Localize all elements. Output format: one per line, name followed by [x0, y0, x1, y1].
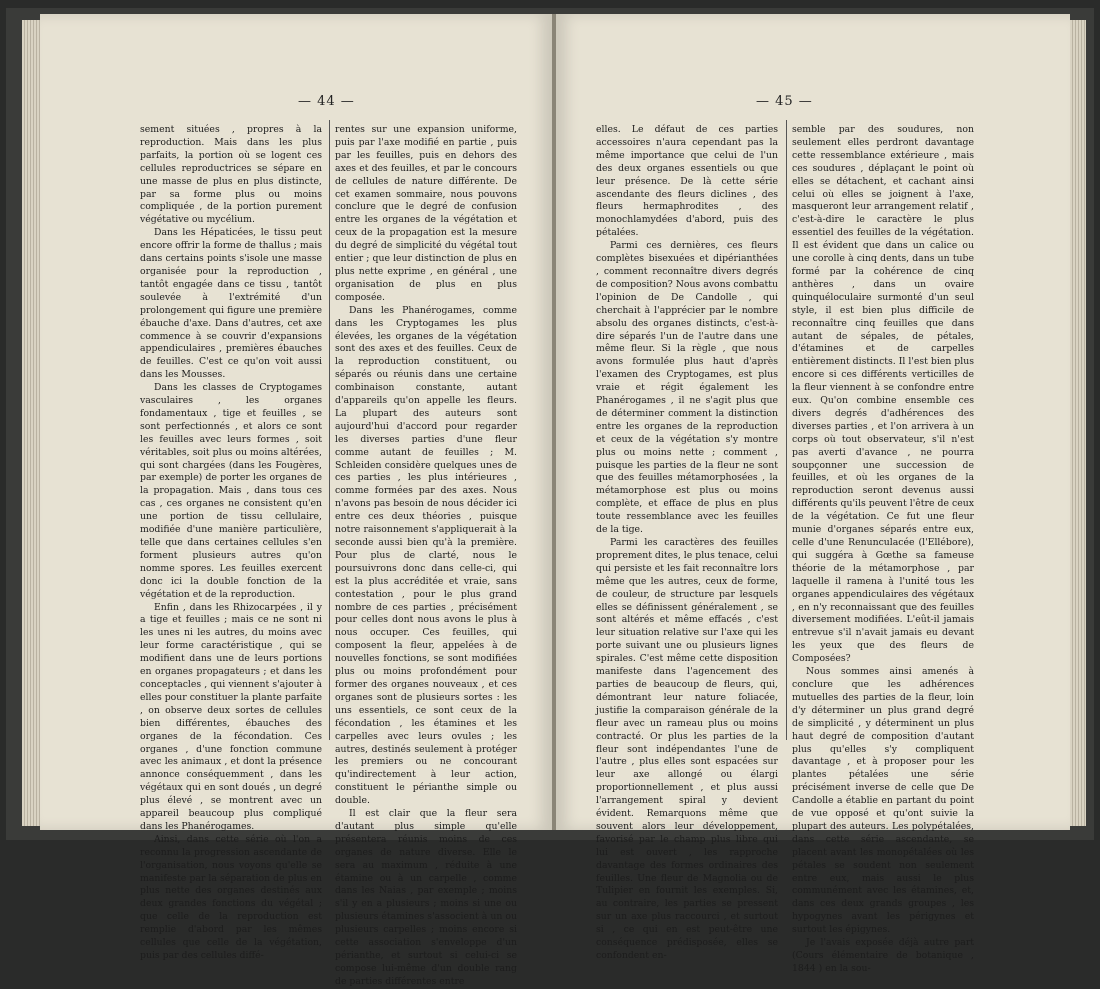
column-divider	[786, 120, 787, 740]
paragraph: Il est clair que la fleur sera d'autant plus simple qu'elle présentera réunis moins de ces organes de nature diverse. Elle le sera au maximum , réduite à une étamine ou à un carpelle , comme dans les Naias , par exemple ; moins s'il y en a plusieurs ; moins si une ou plusieurs étamines s'associent à un ou plusieurs carpelles ; moins encore si cette association s'enveloppe d'un périanthe, et surtout si celui-ci se compose lui-même d'un double rang de parties différentes entre	[335, 808, 517, 987]
paragraph: Parmi ces dernières, ces fleurs complètes bisexuées et dipérianthées , comment reconnaître divers degrés de composition? Nous avons combattu l'opinion de De Candolle , qui cherchait à l'apprécier par le nombre absolu des organes distincts, c'est-à-dire séparés l'un de l'autre dans une même fleur. Si la règle , que nous avons formulée plus haut d'après l'examen des Cryptogames, est plus vraie et régit également les Phanérogames , il ne s'agit plus que de déterminer comment la distinction entre les organes de la reproduction et ceux de la végétation s'y montre plus ou moins nette ; comment , puisque les parties de la fleur ne sont que des feuilles métamorphosées , la métamorphose est plus ou moins complète, et efface de plus en plus toute ressemblance avec les feuilles de la tige.	[596, 240, 778, 536]
left-page-column-2	[335, 124, 517, 989]
paragraph: Je l'avais exposée déjà autre part (Cours élémentaire de botanique , 1844 ) en la sou-	[792, 937, 974, 974]
right-page	[556, 14, 1070, 974]
paragraph: semble par des soudures, non seulement elles perdront davantage cette ressemblance extérieure , mais ces soudures , déplaçant le point où elles se détachent, et cachant ainsi celui où elles se joignent à l'axe, masqueront leur arrangement relatif , c'est-à-dire le caractère le plus essentiel des feuilles de la végétation. Il est évident que dans un calice ou une corolle à cinq dents, dans un tube formé par la cohérence de cinq anthères , dans un ovaire quinquéloculaire surmonté d'un seul style, il est bien plus difficile de reconnaître cinq feuilles que dans autant de sépales, de pétales, d'étamines et de carpelles entièrement distincts. Il l'est bien plus encore si ces différents verticilles de la fleur viennent à se confondre entre eux. Qu'on combine ensemble ces divers degrés d'adhérences des diverses parties , et l'on arrivera à un corps où tout observateur, s'il n'est pas averti d'avance , ne pourra soupçonner une succession de feuilles, et où les organes de la reproduction seront devenus aussi différents qu'ils peuvent l'être de ceux de la végétation. Ce fut une fleur munie d'organes séparés entre eux, celle d'une Renunculacée (l'Ellébore), qui suggéra à Gœthe sa fameuse théorie de la métamorphose , par laquelle il ramena à l'unité tous les organes appendiculaires des végétaux , en n'y reconnaissant que des feuilles diversement modifiées. L'eût-il jamais entrevue s'il n'avait jamais eu devant les yeux que des fleurs de Composées?	[792, 124, 974, 665]
paragraph: rentes sur une expansion uniforme, puis par l'axe modifié en partie , puis par les feuilles, puis en dehors des axes et des feuilles, et par le concours de cellules de nature différente. De cet examen sommaire, nous pouvons conclure que le degré de confusion entre les organes de la végétation et ceux de la propagation est la mesure du degré de simplicité du végétal tout entier ; que leur distinction de plus en plus nette exprime , en général , une organisation de plus en plus composée.	[335, 124, 517, 303]
left-page-number: — 44 —	[298, 94, 355, 109]
paragraph: Dans les Hépaticées, le tissu peut encore offrir la forme de thallus ; mais dans certains points s'isole une masse organisée pour la reproduction , tantôt engagée dans ce tissu , tantôt soulevée à l'extrémité d'un prolongement qui figure une première ébauche d'axe. Dans d'autres, cet axe commence à se couvrir d'expansions appendiculaires , premières ébauches de feuilles. C'est ce qu'on voit aussi dans les Mousses.	[140, 227, 322, 381]
left-page-column-1	[140, 124, 322, 963]
paragraph: Dans les Phanérogames, comme dans les Cryptogames les plus élevées, les organes de la végétation sont des axes et des feuilles. Ceux de la reproduction constituent, ou séparés ou réunis dans une certaine combinaison constante, autant d'appareils qu'on appelle les fleurs. La plupart des auteurs sont aujourd'hui d'accord pour regarder les diverses parties d'une fleur comme autant de feuilles ; M. Schleiden considère quelques unes de ces parties , les plus intérieures , comme formées par des axes. Nous n'avons pas besoin de nous décider ici entre ces deux théories , puisque notre raisonnement s'appliquerait à la seconde aussi bien qu'à la première. Pour plus de clarté, nous le poursuivrons donc dans celle-ci, qui est la plus accréditée et vraie, sans contestation , pour le plus grand nombre de ces parties , précisément pour celles dont nous avons le plus à nous occuper. Ces feuilles, qui composent la fleur, appelées à de nouvelles fonctions, se sont modifiées plus ou moins profondément pour former des organes nouveaux , et ces organes sont de plusieurs sortes : les uns essentiels, ce sont ceux de la fécondation , les étamines et les carpelles avec leurs ovules ; les autres, destinés seulement à protéger les premiers ou ne concourant qu'indirectement à leur action, constituent le périanthe simple ou double.	[335, 304, 517, 807]
column-divider	[329, 120, 330, 740]
paragraph: Nous sommes ainsi amenés à conclure que les adhérences mutuelles des parties de la fleur, loin d'y déterminer un plus grand degré de simplicité , y déterminent un plus haut degré de composition d'autant plus qu'elles s'y compliquent davantage , et à proposer pour les plantes pétalées une série précisément inverse de celle que De Candolle a établie en partant du point de vue opposé et qu'ont suivie la plupart des auteurs. Les polypétalées, dans cette série ascendante, se placent avant les monopétalées où les pétales se soudent non seulement entre eux, mais aussi le plus communément avec les étamines, et, dans ces deux grands groupes , les hypogynes avant les périgynes et surtout les épigynes.	[792, 666, 974, 936]
left-page	[40, 14, 552, 987]
paragraph: elles. Le défaut de ces parties accessoires n'aura cependant pas la même importance que celui de l'un des deux organes essentiels ou que leur présence. De là cette série ascendante des fleurs diclines , des fleurs hermaphrodites , des monochlamydées d'abord, puis des pétalées.	[596, 124, 778, 239]
paragraph: Ainsi, dans cette série où l'on a reconnu la progression ascendante de l'organisation, nous voyons qu'elle se manifeste par la séparation de plus en plus nette des organes destinés aux deux grandes fonctions du végétal ; que celle de la reproduction est remplie d'abord par les mêmes cellules que celle de la végétation, puis par des cellules diffé-	[140, 833, 322, 961]
paragraph: Enfin , dans les Rhizocarpées , il y a tige et feuilles ; mais ce ne sont ni les unes ni les autres, du moins avec leur forme caractéristique , qui se modifient dans une de leurs portions en organes propagateurs ; et dans les conceptacles , qui viennent s'ajouter à elles pour constituer la plante parfaite , on observe deux sortes de cellules bien différentes, ébauches des organes de la fécondation. Ces organes , d'une fonction commune avec les animaux , et dont la présence annonce conséquemment , dans les végétaux qui en sont doués , un degré plus élevé , se montrent avec un appareil beaucoup plus compliqué dans les Phanérogames.	[140, 601, 322, 832]
paragraph: sement situées , propres à la reproduction. Mais dans les plus parfaits, la portion où se logent ces cellules reproductrices se sépare en une masse de plus en plus distincte, par sa forme plus ou moins compliquée , de la portion purement végétative ou mycélium.	[140, 124, 322, 226]
right-page-edges	[1070, 20, 1086, 826]
left-page-edges	[22, 20, 40, 826]
paragraph: Dans les classes de Cryptogames vasculaires , les organes fondamentaux , tige et feuilles , se sont perfectionnés , et alors ce sont les feuilles avec leurs formes , soit véritables, soit plus ou moins altérées, qui sont chargées (dans les Fougères, par exemple) de porter les organes de la propagation. Mais , dans tous ces cas , ces organes ne consistent qu'en une portion de tissu cellulaire, modifiée d'une manière particulière, telle que dans certaines cellules s'en forment plusieurs autres qu'on nomme spores. Les feuilles exercent donc ici la double fonction de la végétation et de la reproduction.	[140, 382, 322, 600]
right-page-column-2	[792, 124, 974, 976]
paragraph: Parmi les caractères des feuilles proprement dites, le plus tenace, celui qui persiste et les fait reconnaître lors même que les autres, ceux de forme, de couleur, de structure par lesquels elles se définissent généralement , se sont altérés et même effacés , c'est leur situation relative sur l'axe qui les porte suivant une ou plusieurs lignes spirales. C'est même cette disposition manifeste dans l'agencement des parties de beaucoup de fleurs, qui, démontrant leur nature foliacée, justifie la comparaison générale de la fleur avec un rameau plus ou moins contracté. Or plus les parties de la fleur sont indépendantes l'une de l'autre , plus elles sont espacées sur leur axe allongé ou élargi proportionnellement , et plus aussi l'arrangement spiral y devient évident. Remarquons même que souvent alors leur développement, favorisé par le champ plus libre qui lui est ouvert , les rapproche davantage des formes ordinaires des feuilles. Une fleur de Magnolia ou de Tulipier en fournit les exemples. Si, au contraire, les parties se pressent sur un axe plus raccourci , et surtout si , ce qui en est peut-être une conséquence prédisposée, elles se confondent en-	[596, 537, 778, 961]
right-page-number: — 45 —	[756, 94, 813, 109]
right-page-column-1	[596, 124, 778, 963]
